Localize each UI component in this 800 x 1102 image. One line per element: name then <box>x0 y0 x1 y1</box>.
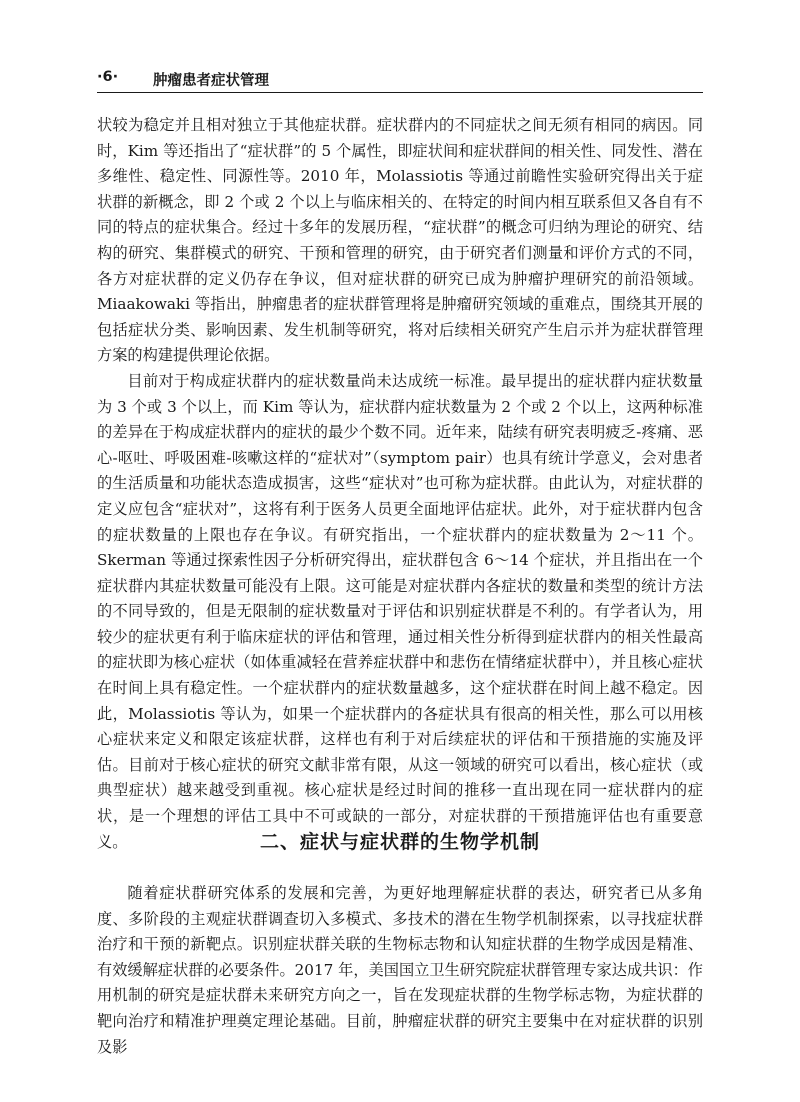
section-body-text <box>97 881 703 1060</box>
paragraph-1: 状较为稳定并且相对独立于其他症状群。症状群内的不同症状之间无须有相同的病因。同时，Kim 等还指出了“症状群”的 5 个属性，即症状间和症状群间的相关性、同发性、潜在多维性、稳定性、同源性等。2010 年，Molassiotis 等通过前瞻性实验研究得出关于症状群的新概念，即 2 个或 2 个以上与临床相关的、在特定的时间内相互联系但又各自有不同的特点的症状集合。经过十多年的发展历程，“症状群”的概念可归纳为理论的研究、结构的研究、集群模式的研究、干预和管理的研究，由于研究者们测量和评价方式的不同，各方对症状群的定义仍存在争议，但对症状群的研究已成为肿瘤护理研究的前沿领域。Miaakowaki 等指出，肿瘤患者的症状群管理将是肿瘤研究领域的重难点，围绕其开展的包括症状分类、影响因素、发生机制等研究，将对后续相关研究产生启示并为症状群管理方案的构建提供理论依据。 <box>97 116 703 365</box>
paragraph-2: 目前对于构成症状群内的症状数量尚未达成统一标准。最早提出的症状群内症状数量为 3 个或 3 个以上，而 Kim 等认为，症状群内症状数量为 2 个或 2 个以上，这两种标准的差异在于构成症状群内的症状的最少个数不同。近年来，陆续有研究表明疲乏-疼痛、恶心-呕吐、呼吸困难-咳嗽这样的“症状对”（symptom pair）也具有统计学意义，会对患者的生活质量和功能状态造成损害，这些“症状对”也可称为症状群。由此认为，对症状群的定义应包含“症状对”，这将有利于医务人员更全面地评估症状。此外，对于症状群内包含的症状数量的上限也存在争议。有研究指出，一个症状群内的症状数量为 2～11 个。Skerman 等通过探索性因子分析研究得出，症状群包含 6～14 个症状，并且指出在一个症状群内其症状数量可能没有上限。这可能是对症状群内各症状的数量和类型的统计方法的不同导致的，但是无限制的症状数量对于评估和识别症状群是不利的。有学者认为，用较少的症状更有利于临床症状的评估和管理，通过相关性分析得到症状群内的相关性最高的症状即为核心症状（如体重减轻在营养症状群中和悲伤在情绪症状群中），并且核心症状在时间上具有稳定性。一个症状群内的症状数量越多，这个症状群在时间上越不稳定。因此，Molassiotis 等认为，如果一个症状群内的各症状具有很高的相关性，那么可以用核心症状来定义和限定该症状群，这样也有利于对后续症状的评估和干预措施的实施及评估。目前对于核心症状的研究文献非常有限，从这一领域的研究可以看出，核心症状（或典型症状）越来越受到重视。核心症状是经过时间的推移一直出现在同一症状群内的症状，是一个理想的评估工具中不可或缺的一部分，对症状群的干预措施评估也有重要意义。 <box>97 371 703 851</box>
section-heading: 二、症状与症状群的生物学机制 <box>259 831 540 853</box>
body-text <box>97 113 703 855</box>
page-number: ·6· <box>97 69 119 85</box>
running-header <box>97 62 703 93</box>
paragraph-3: 随着症状群研究体系的发展和完善，为更好地理解症状群的表达，研究者已从多角度、多阶段的主观症状群调查切入多模式、多技术的潜在生物学机制探索，以寻找症状群治疗和干预的新靶点。识别症状群关联的生物标志物和认知症状群的生物学成因是精准、有效缓解症状群的必要条件。2017 年，美国国立卫生研究院症状群管理专家达成共识：作用机制的研究是症状群未来研究方向之一，旨在发现症状群的生物学标志物，为症状群的靶向治疗和精准护理奠定理论基础。目前，肿瘤症状群的研究主要集中在对症状群的识别及影 <box>97 884 703 1056</box>
book-title: 肿瘤患者症状管理 <box>153 73 269 89</box>
